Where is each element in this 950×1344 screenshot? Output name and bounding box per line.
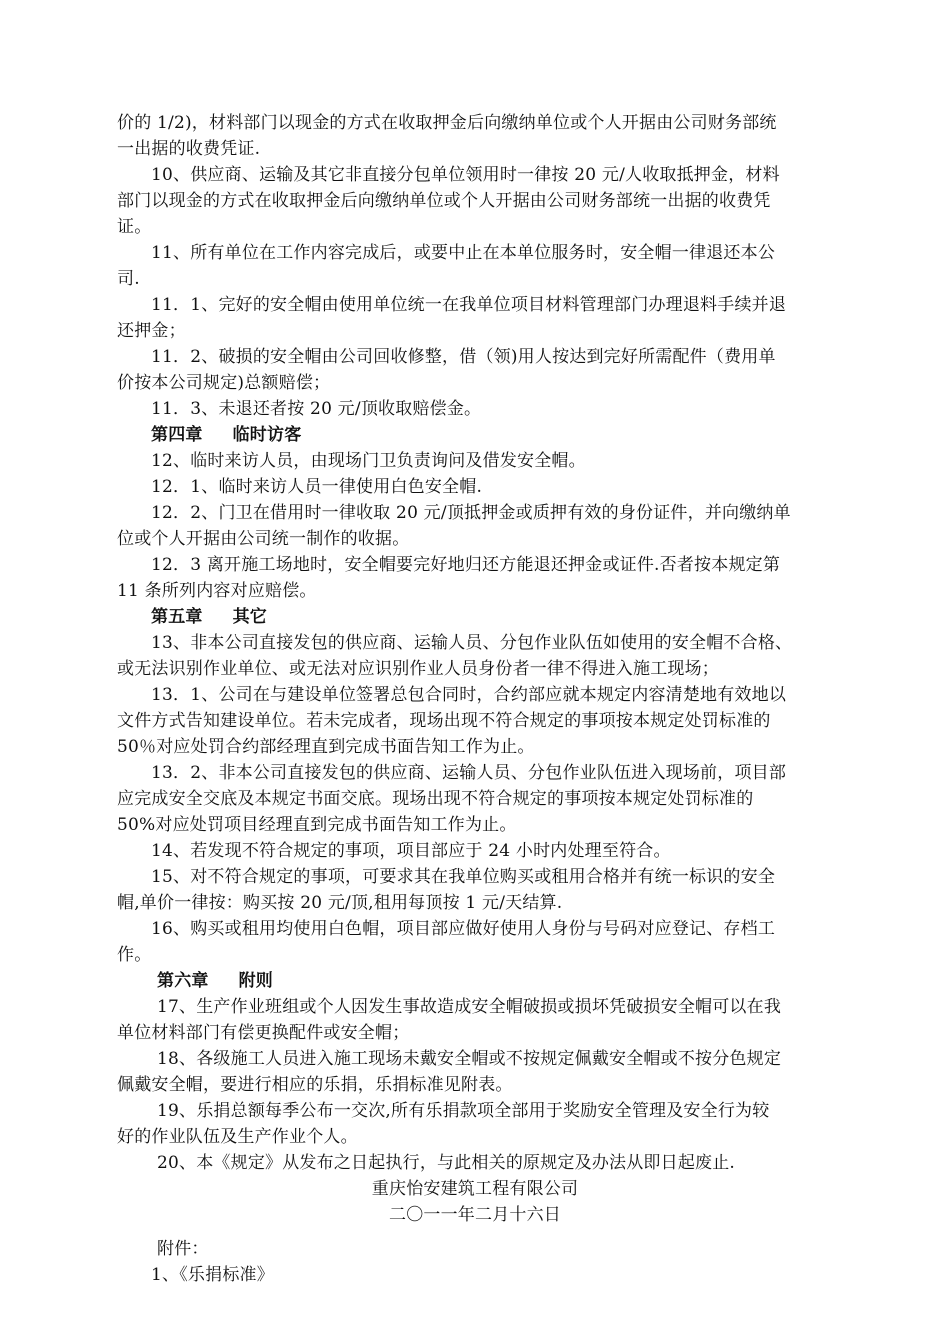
body-line: 12、临时来访人员，由现场门卫负责询问及借发安全帽。 xyxy=(151,451,586,471)
body-line: 12．3 离开施工场地时，安全帽要完好地归还方能退还押金或证件.否者按本规定第 xyxy=(151,555,781,575)
body-line: 好的作业队伍及生产作业个人。 xyxy=(117,1127,358,1147)
body-line: 19、乐捐总额每季公布一交次,所有乐捐款项全部用于奖励安全管理及安全行为较 xyxy=(157,1101,770,1121)
chapter-title: 附则 xyxy=(238,971,274,991)
chapter-heading xyxy=(151,423,301,447)
body-line: 50%对应处罚项目经理直到完成书面告知工作为止。 xyxy=(117,815,517,835)
body-line: 位或个人开据由公司统一制作的收据。 xyxy=(117,529,410,549)
body-line: 13、非本公司直接发包的供应商、运输人员、分包作业队伍如使用的安全帽不合格、 xyxy=(151,633,793,653)
body-line: 作。 xyxy=(117,945,152,965)
chapter-title: 其它 xyxy=(232,607,268,627)
body-line: 17、生产作业班组或个人因发生事故造成安全帽破损或损坏凭破损安全帽可以在我 xyxy=(157,997,782,1017)
signature-date: 二〇一一年二月十六日 xyxy=(389,1205,561,1225)
body-line: 文件方式告知建设单位。若未完成者，现场出现不符合规定的事项按本规定处罚标准的 xyxy=(117,711,771,731)
body-line: 12．2、门卫在借用时一律收取 20 元/顶抵押金或质押有效的身份证件，并向缴纳单 xyxy=(151,503,791,523)
body-line: 价的 1/2)，材料部门以现金的方式在收取押金后向缴纳单位或个人开据由公司财务部统 xyxy=(117,113,777,133)
body-line: 或无法识别作业单位、或无法对应识别作业人员身份者一律不得进入施工现场； xyxy=(117,659,719,679)
body-line: 司. xyxy=(117,269,140,289)
body-line: 应完成安全交底及本规定书面交底。现场出现不符合规定的事项按本规定处罚标准的 xyxy=(117,789,754,809)
body-line: 11 条所列内容对应赔偿。 xyxy=(117,581,317,601)
body-line: 10、供应商、运输及其它非直接分包单位领用时一律按 20 元/人收取抵押金，材料 xyxy=(151,165,780,185)
attachment-item: 1、《乐捐标准》 xyxy=(151,1265,274,1285)
chapter-title: 临时访客 xyxy=(232,425,302,445)
body-line: 还押金； xyxy=(117,321,186,341)
body-line: 佩戴安全帽，要进行相应的乐捐，乐捐标准见附表。 xyxy=(117,1075,513,1095)
body-line: 11、所有单位在工作内容完成后，或要中止在本单位服务时，安全帽一律退还本公 xyxy=(151,243,776,263)
body-line: 15、对不符合规定的事项，可要求其在我单位购买或租用合格并有统一标识的安全 xyxy=(151,867,776,887)
body-line: 13．2、非本公司直接发包的供应商、运输人员、分包作业队伍进入现场前，项目部 xyxy=(151,763,787,783)
body-line: 13．1、公司在与建设单位签署总包合同时，合约部应就本规定内容清楚地有效地以 xyxy=(151,685,787,705)
chapter-number: 第四章 xyxy=(151,425,203,445)
body-line: 12．1、临时来访人员一律使用白色安全帽. xyxy=(151,477,483,497)
chapter-heading xyxy=(157,969,273,993)
body-line: 18、各级施工人员进入施工现场未戴安全帽或不按规定佩戴安全帽或不按分色规定 xyxy=(157,1049,782,1069)
body-line: 11．2、破损的安全帽由公司回收修整，借（领)用人按达到完好所需配件（费用单 xyxy=(151,347,776,367)
body-line: 单位材料部门有偿更换配件或安全帽； xyxy=(117,1023,410,1043)
chapter-number: 第五章 xyxy=(151,607,203,627)
body-line: 16、购买或租用均使用白色帽，项目部应做好使用人身份与号码对应登记、存档工 xyxy=(151,919,776,939)
body-line: 部门以现金的方式在收取押金后向缴纳单位或个人开据由公司财务部统一出据的收费凭 xyxy=(117,191,771,211)
body-line: 14、若发现不符合规定的事项，项目部应于 24 小时内处理至符合。 xyxy=(151,841,671,861)
chapter-number: 第六章 xyxy=(157,971,209,991)
chapter-heading xyxy=(151,605,267,629)
attachment-label: 附件： xyxy=(157,1239,209,1259)
body-line: 50％对应处罚合约部经理直到完成书面告知工作为止。 xyxy=(117,737,535,757)
signature-company: 重庆怡安建筑工程有限公司 xyxy=(371,1179,579,1199)
body-line: 11．1、完好的安全帽由使用单位统一在我单位项目材料管理部门办理退料手续并退 xyxy=(151,295,787,315)
body-line: 价按本公司规定)总额赔偿； xyxy=(117,373,331,393)
body-line: 证。 xyxy=(117,217,152,237)
body-line: 20、本《规定》从发布之日起执行，与此相关的原规定及办法从即日起废止. xyxy=(157,1153,736,1173)
body-line: 帽,单价一律按：购买按 20 元/顶,租用每顶按 1 元/天结算. xyxy=(117,893,563,913)
body-line: 11．3、未退还者按 20 元/顶收取赔偿金。 xyxy=(151,399,482,419)
body-line: 一出据的收费凭证. xyxy=(117,139,261,159)
